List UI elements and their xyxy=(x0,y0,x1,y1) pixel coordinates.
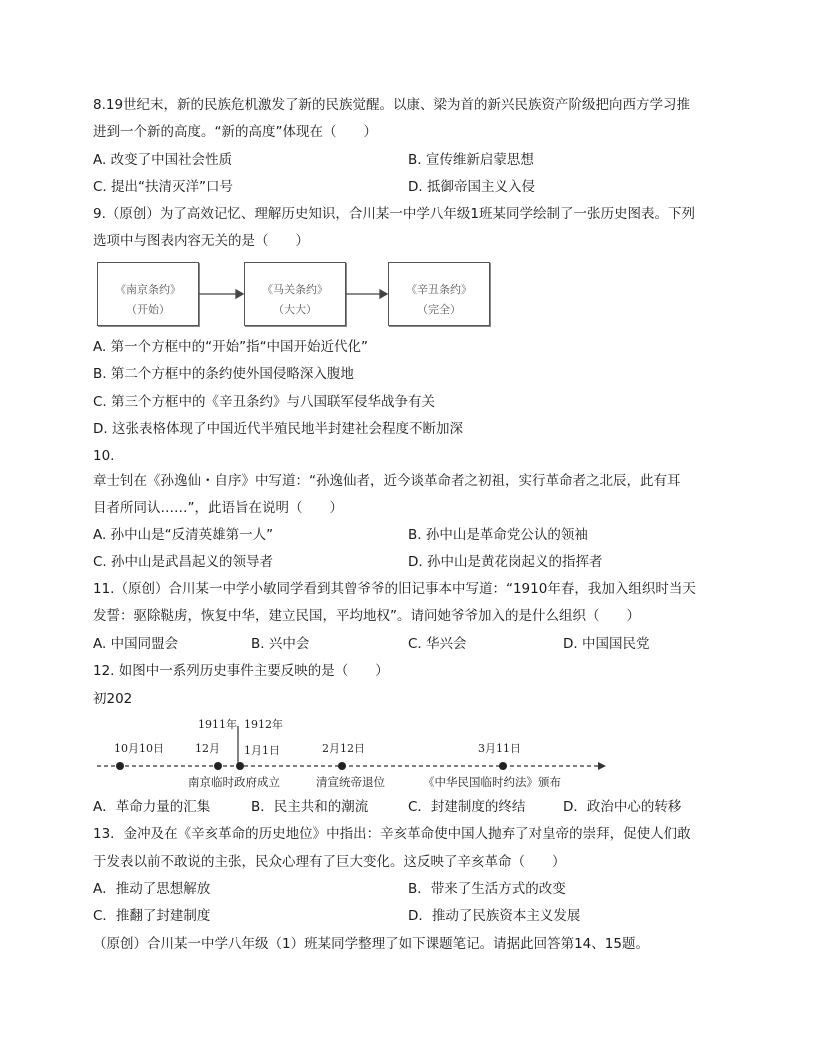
q9-stem-line1: 9.（原创）为了高效记忆、理解历史知识，合川某一中学八年级1班某同学绘制了一张历史图表。下列 xyxy=(93,206,695,222)
q8-option-a: A. 改变了中国社会性质 xyxy=(93,152,233,168)
timeline-year-1911: 1911年 xyxy=(198,718,237,731)
timeline-event-nanjing-govt: 南京临时政府成立 xyxy=(188,775,280,789)
q10-stem-line2: 目者所同认……”，此语旨在说明（ ） xyxy=(93,500,343,516)
q10-option-b: B. 孙中山是革命党公认的领袖 xyxy=(408,527,588,543)
q14-15-intro: （原创）合川某一中学八年级（1）班某同学整理了如下课题笔记。请据此回答第14、15题。 xyxy=(93,936,649,952)
q9-option-b: B. 第二个方框中的条约使外国侵略深入腹地 xyxy=(93,366,354,382)
q8-option-b: B. 宣传维新启蒙思想 xyxy=(408,152,534,168)
q12-stray-text: 初202 xyxy=(93,691,133,707)
timeline-date-oct10: 10月10日 xyxy=(114,742,164,755)
q10-stem-line1: 章士钊在《孙逸仙・自序》中写道：“孙逸仙者，近今谈革命者之初祖，实行革命者之北辰，此有耳 xyxy=(93,473,681,489)
timeline-year-1912: 1912年 xyxy=(244,718,283,731)
q13-option-c: C．推翻了封建制度 xyxy=(93,908,211,924)
timeline-point-feb12 xyxy=(338,762,346,770)
timeline-event-abdication: 清宣统帝退位 xyxy=(316,775,385,789)
q8-option-d: D. 抵御帝国主义入侵 xyxy=(408,179,535,195)
q9-option-a: A. 第一个方框中的“开始”指“中国开始近代化” xyxy=(93,339,369,355)
q8-stem-line1: 8.19世纪末，新的民族危机激发了新的民族觉醒。以康、梁为首的新兴民族资产阶级把向西方学习推 xyxy=(93,97,691,113)
q10-option-d: D. 孙中山是黄花岗起义的指挥者 xyxy=(408,554,603,570)
timeline-point-mar11 xyxy=(499,762,507,770)
q13-option-d: D．推动了民族资本主义发展 xyxy=(408,908,581,924)
timeline-date-jan1: 1月1日 xyxy=(244,744,280,757)
flow-box-2-title: 《马关条约》 xyxy=(262,283,328,296)
timeline-point-dec xyxy=(214,762,222,770)
flow-box-1-title: 《南京条约》 xyxy=(115,283,181,296)
q12-option-a: A．革命力量的汇集 xyxy=(93,799,211,815)
q12-stem: 12. 如图中一系列历史事件主要反映的是（ ） xyxy=(93,663,389,679)
q8-option-c: C. 提出“扶清灭洋”口号 xyxy=(93,179,233,195)
q10-number: 10. xyxy=(93,448,115,464)
q13-option-b: B．带来了生活方式的改变 xyxy=(408,881,566,897)
timeline-date-mar11: 3月11日 xyxy=(478,742,521,755)
q13-stem-line1: 13．金冲及在《辛亥革命的历史地位》中指出：辛亥革命使中国人抛弃了对皇帝的崇拜，促使人们敢 xyxy=(93,826,691,842)
q12-option-c: C．封建制度的终结 xyxy=(408,799,526,815)
flow-box-3-note: （完全） xyxy=(417,303,461,316)
timeline-arrowhead xyxy=(598,762,606,770)
q11-stem-line1: 11.（原创）合川某一中学小敏同学看到其曾爷爷的旧记事本中写道：“1910年春，我加入组织时当天 xyxy=(93,581,696,597)
q8-stem-line2: 进到一个新的高度。“新的高度”体现在（ ） xyxy=(93,124,377,140)
q11-stem-line2: 发誓：驱除鞑虏，恢复中华，建立民国，平均地权”。请问她爷爷加入的是什么组织（ ） xyxy=(93,608,640,624)
q13-option-a: A．推动了思想解放 xyxy=(93,881,211,897)
timeline-point-jan1 xyxy=(236,762,244,770)
timeline-point-oct10 xyxy=(116,762,124,770)
q12-option-d: D．政治中心的转移 xyxy=(563,799,682,815)
q10-option-c: C. 孙中山是武昌起义的领导者 xyxy=(93,554,274,570)
timeline-date-feb12: 2月12日 xyxy=(322,742,365,755)
timeline-date-dec: 12月 xyxy=(195,742,220,755)
q11-option-a: A. 中国同盟会 xyxy=(93,636,179,652)
timeline-event-provisional-constitution: 《中华民国临时约法》颁布 xyxy=(423,775,561,789)
q11-option-b: B. 兴中会 xyxy=(251,636,310,652)
q11-option-d: D. 中国国民党 xyxy=(563,636,650,652)
flow-box-3-title: 《辛丑条约》 xyxy=(406,283,472,296)
q13-stem-line2: 于发表以前不敢说的主张，民众心理有了巨大变化。这反映了辛亥革命（ ） xyxy=(93,854,566,870)
q11-option-c: C. 华兴会 xyxy=(408,636,467,652)
q9-stem-line2: 选项中与图表内容无关的是（ ） xyxy=(93,233,309,249)
q9-option-d: D. 这张表格体现了中国近代半殖民地半封建社会程度不断加深 xyxy=(93,421,463,437)
q9-option-c: C. 第三个方框中的《辛丑条约》与八国联军侵华战争有关 xyxy=(93,394,436,410)
flow-box-1-note: （开始） xyxy=(126,303,170,316)
flow-box-2-note: （大大） xyxy=(273,303,317,316)
q12-option-b: B．民主共和的潮流 xyxy=(251,799,369,815)
q10-option-a: A. 孙中山是“反清英雄第一人” xyxy=(93,527,274,543)
